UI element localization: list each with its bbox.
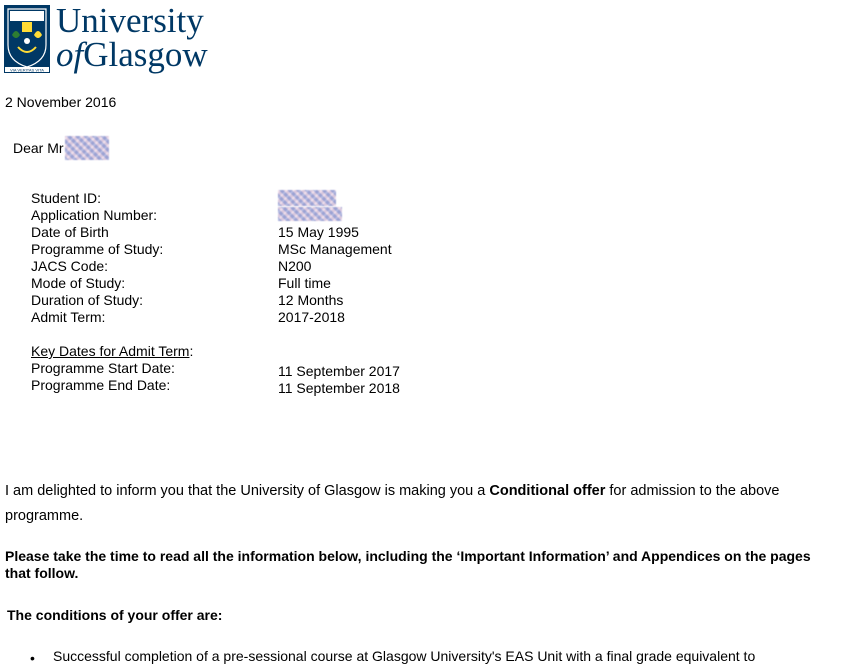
detail-label: JACS Code:: [31, 258, 109, 274]
offer-text-after: for admission to the above programme.: [5, 483, 780, 524]
detail-label: Student ID:: [31, 190, 102, 206]
university-crest-logo: [4, 5, 50, 73]
detail-value: 12 Months: [278, 292, 344, 308]
detail-value: 2017-2018: [278, 309, 345, 325]
detail-label: Admit Term:: [31, 309, 106, 325]
detail-value: 15 May 1995: [278, 224, 359, 240]
logo-wordmark-university: University: [56, 1, 204, 40]
key-date-value: 11 September 2017: [278, 363, 400, 379]
salutation: [13, 136, 109, 160]
key-dates-colon: :: [189, 343, 194, 359]
redacted-student-id: [278, 190, 336, 206]
redacted-application-number: [278, 207, 342, 221]
bullet-icon: •: [30, 650, 35, 666]
detail-label: Duration of Study:: [31, 292, 144, 308]
logo-word-glasgow: Glasgow: [83, 35, 208, 74]
key-date-label: Programme Start Date:: [31, 360, 175, 376]
logo-word-of: of: [56, 35, 84, 74]
detail-label: Application Number:: [31, 207, 158, 223]
detail-label: Date of Birth: [31, 224, 109, 240]
offer-text-before: I am delighted to inform you that the University of Glasgow is making you a: [5, 483, 490, 499]
logo-motto: VIA VERITAS VITA: [10, 67, 44, 73]
detail-label: Mode of Study:: [31, 275, 126, 291]
conditions-heading: The conditions of your offer are:: [7, 607, 223, 623]
salutation-text: Dear Mr: [13, 140, 64, 156]
key-dates-label: Key Dates for Admit Term: [31, 343, 190, 359]
detail-value: MSc Management: [278, 241, 392, 257]
offer-type: Conditional offer: [489, 483, 606, 499]
important-note: Please take the time to read all the information below, including the ‘Important Information’ and Appendices on the pages that follow.: [5, 548, 811, 581]
detail-label: Programme of Study:: [31, 241, 164, 257]
redacted-name: [65, 136, 109, 160]
key-date-label: Programme End Date:: [31, 377, 171, 393]
detail-value: N200: [278, 258, 312, 274]
key-date-value: 11 September 2018: [278, 380, 400, 396]
condition-text: Successful completion of a pre-sessional course at Glasgow University's EAS Unit with a final grade equivalent to: [53, 648, 756, 664]
letter-date: 2 November 2016: [5, 94, 117, 110]
offer-paragraph: [5, 479, 835, 529]
logo-wordmark-of-glasgow: [56, 36, 208, 74]
detail-value: Full time: [278, 275, 331, 291]
